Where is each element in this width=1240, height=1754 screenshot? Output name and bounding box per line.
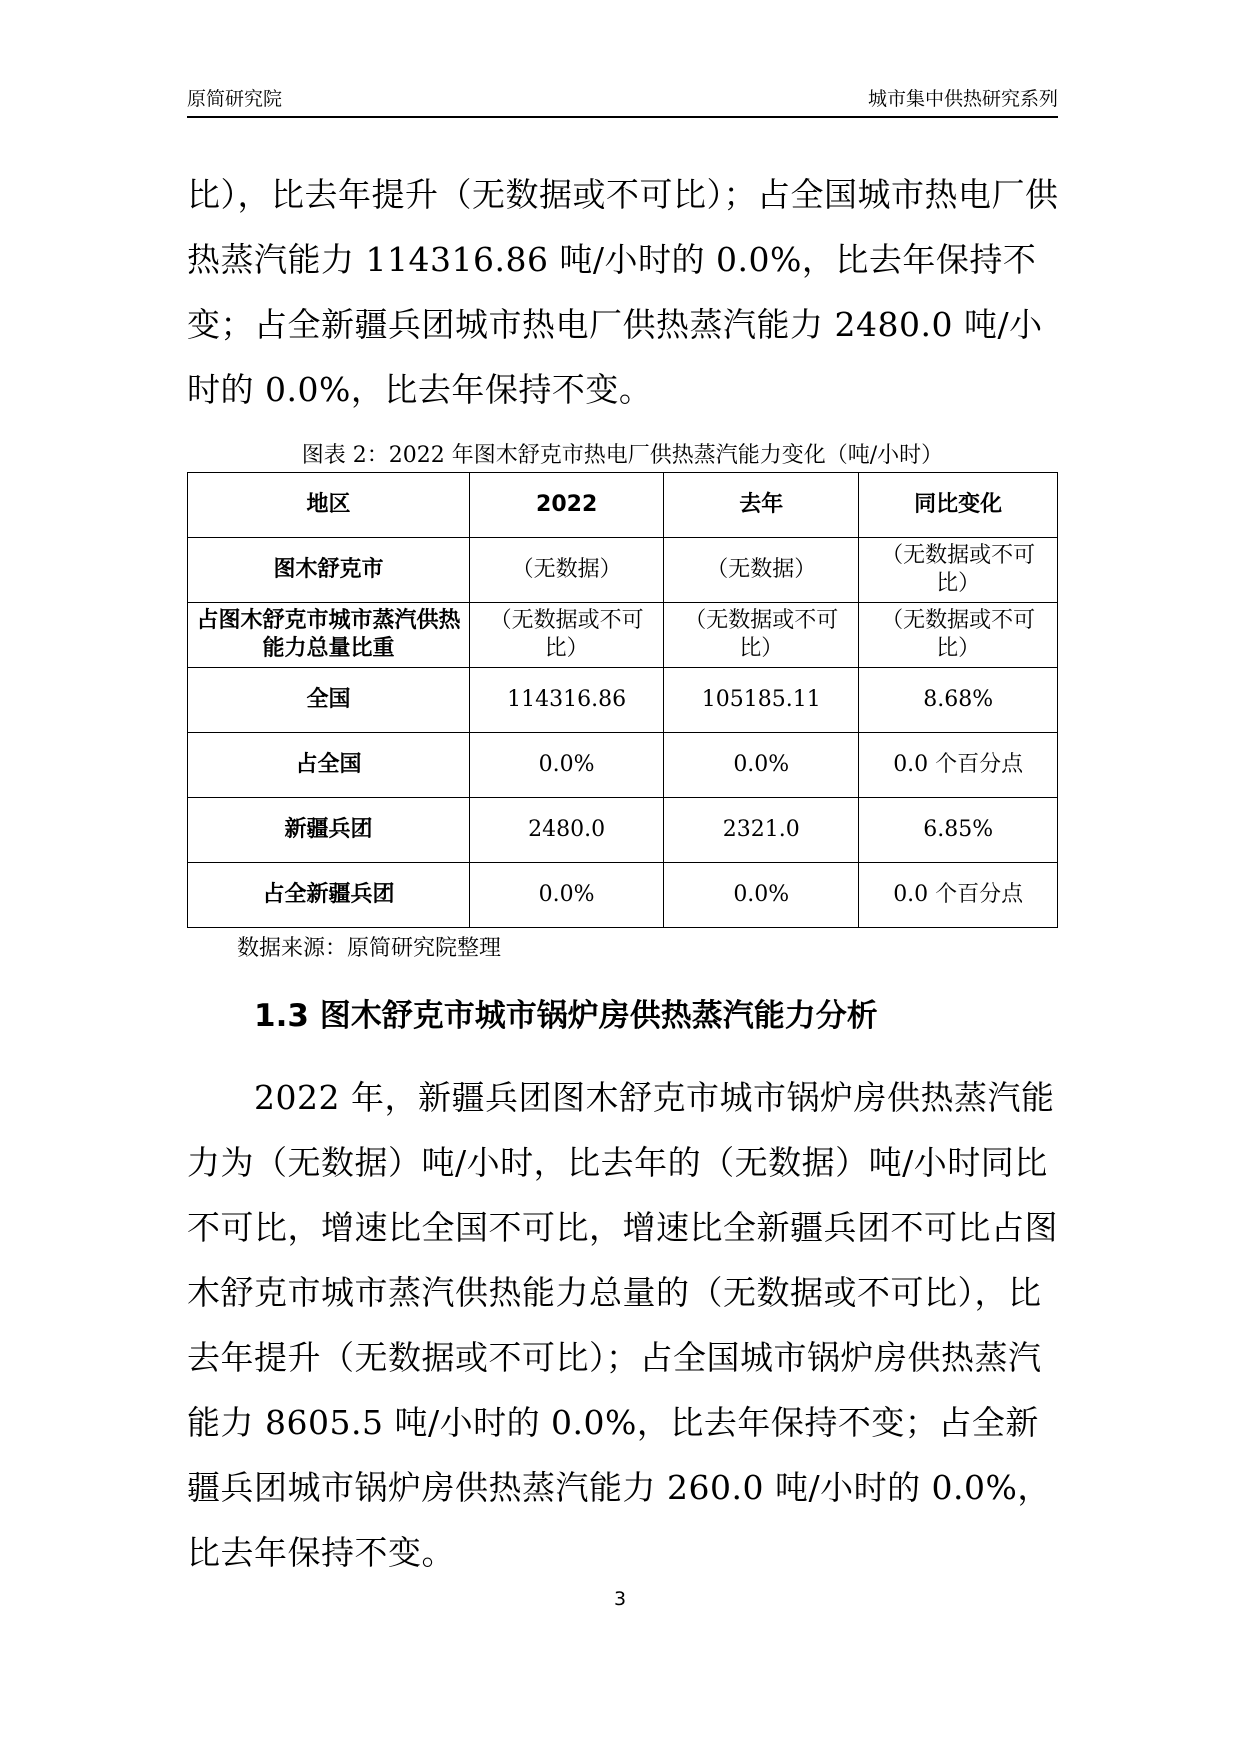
cell-value: （无数据）: [664, 538, 859, 603]
cell-value: （无数据或不可比）: [664, 603, 859, 668]
table-header-row: [188, 473, 1058, 538]
header-cell-region: 地区: [188, 473, 470, 538]
body-paragraph-2: 2022 年，新疆兵团图木舒克市城市锅炉房供热蒸汽能力为（无数据）吨/小时，比去年的（无数据）吨/小时同比不可比，增速比全国不可比，增速比全新疆兵团不可比占图木舒克市城市蒸汽供热能力总量的（无数据或不可比），比去年提升（无数据或不可比）；占全国城市锅炉房供热蒸汽能力 8605.5 吨/小时的 0.0%，比去年保持不变；占全新疆兵团城市锅炉房供热蒸汽能力 260.0 吨/小时的 0.0%，比去年保持不变。: [187, 1078, 1058, 1572]
row-label: 新疆兵团: [188, 798, 470, 863]
cell-value: 114316.86: [470, 668, 664, 733]
page-header: [187, 86, 1058, 118]
table-row: [188, 798, 1058, 863]
cell-value: 0.0 个百分点: [859, 863, 1058, 928]
table-caption: 图表 2：2022 年图木舒克市热电厂供热蒸汽能力变化（吨/小时）: [301, 443, 944, 468]
table-row: [188, 538, 1058, 603]
cell-value: （无数据或不可比）: [470, 603, 664, 668]
page-number: 3: [613, 1588, 627, 1610]
header-series-title: 城市集中供热研究系列: [867, 88, 1058, 110]
row-label: 占全国: [188, 733, 470, 798]
table-row: [188, 733, 1058, 798]
cell-value: 8.68%: [859, 668, 1058, 733]
section-heading: 1.3 图木舒克市城市锅炉房供热蒸汽能力分析: [254, 998, 878, 1034]
header-cell-2022: 2022: [470, 473, 664, 538]
header-cell-yoy-change: 同比变化: [859, 473, 1058, 538]
cell-value: 0.0%: [664, 733, 859, 798]
table-row: [188, 668, 1058, 733]
table-row: [188, 863, 1058, 928]
cell-value: 0.0 个百分点: [859, 733, 1058, 798]
cell-value: 6.85%: [859, 798, 1058, 863]
cell-value: 0.0%: [470, 863, 664, 928]
row-label: 占图木舒克市城市蒸汽供热能力总量比重: [188, 603, 470, 668]
row-label: 占全新疆兵团: [188, 863, 470, 928]
header-cell-last-year: 去年: [664, 473, 859, 538]
row-label: 图木舒克市: [188, 538, 470, 603]
cell-value: 2321.0: [664, 798, 859, 863]
row-label: 全国: [188, 668, 470, 733]
cell-value: 0.0%: [664, 863, 859, 928]
cell-value: 2480.0: [470, 798, 664, 863]
cell-value: （无数据或不可比）: [859, 603, 1058, 668]
body-paragraph-1: 比），比去年提升（无数据或不可比）；占全国城市热电厂供热蒸汽能力 114316.86 吨/小时的 0.0%，比去年保持不变；占全新疆兵团城市热电厂供热蒸汽能力 2480.0 吨/小时的 0.0%，比去年保持不变。: [187, 175, 1059, 409]
header-org-name: 原简研究院: [187, 88, 283, 110]
cell-value: （无数据或不可比）: [859, 538, 1058, 603]
cell-value: 0.0%: [470, 733, 664, 798]
table-row: [188, 603, 1058, 668]
data-table: [187, 472, 1058, 928]
cell-value: （无数据）: [470, 538, 664, 603]
cell-value: 105185.11: [664, 668, 859, 733]
data-source-note: 数据来源：原简研究院整理: [237, 936, 502, 961]
